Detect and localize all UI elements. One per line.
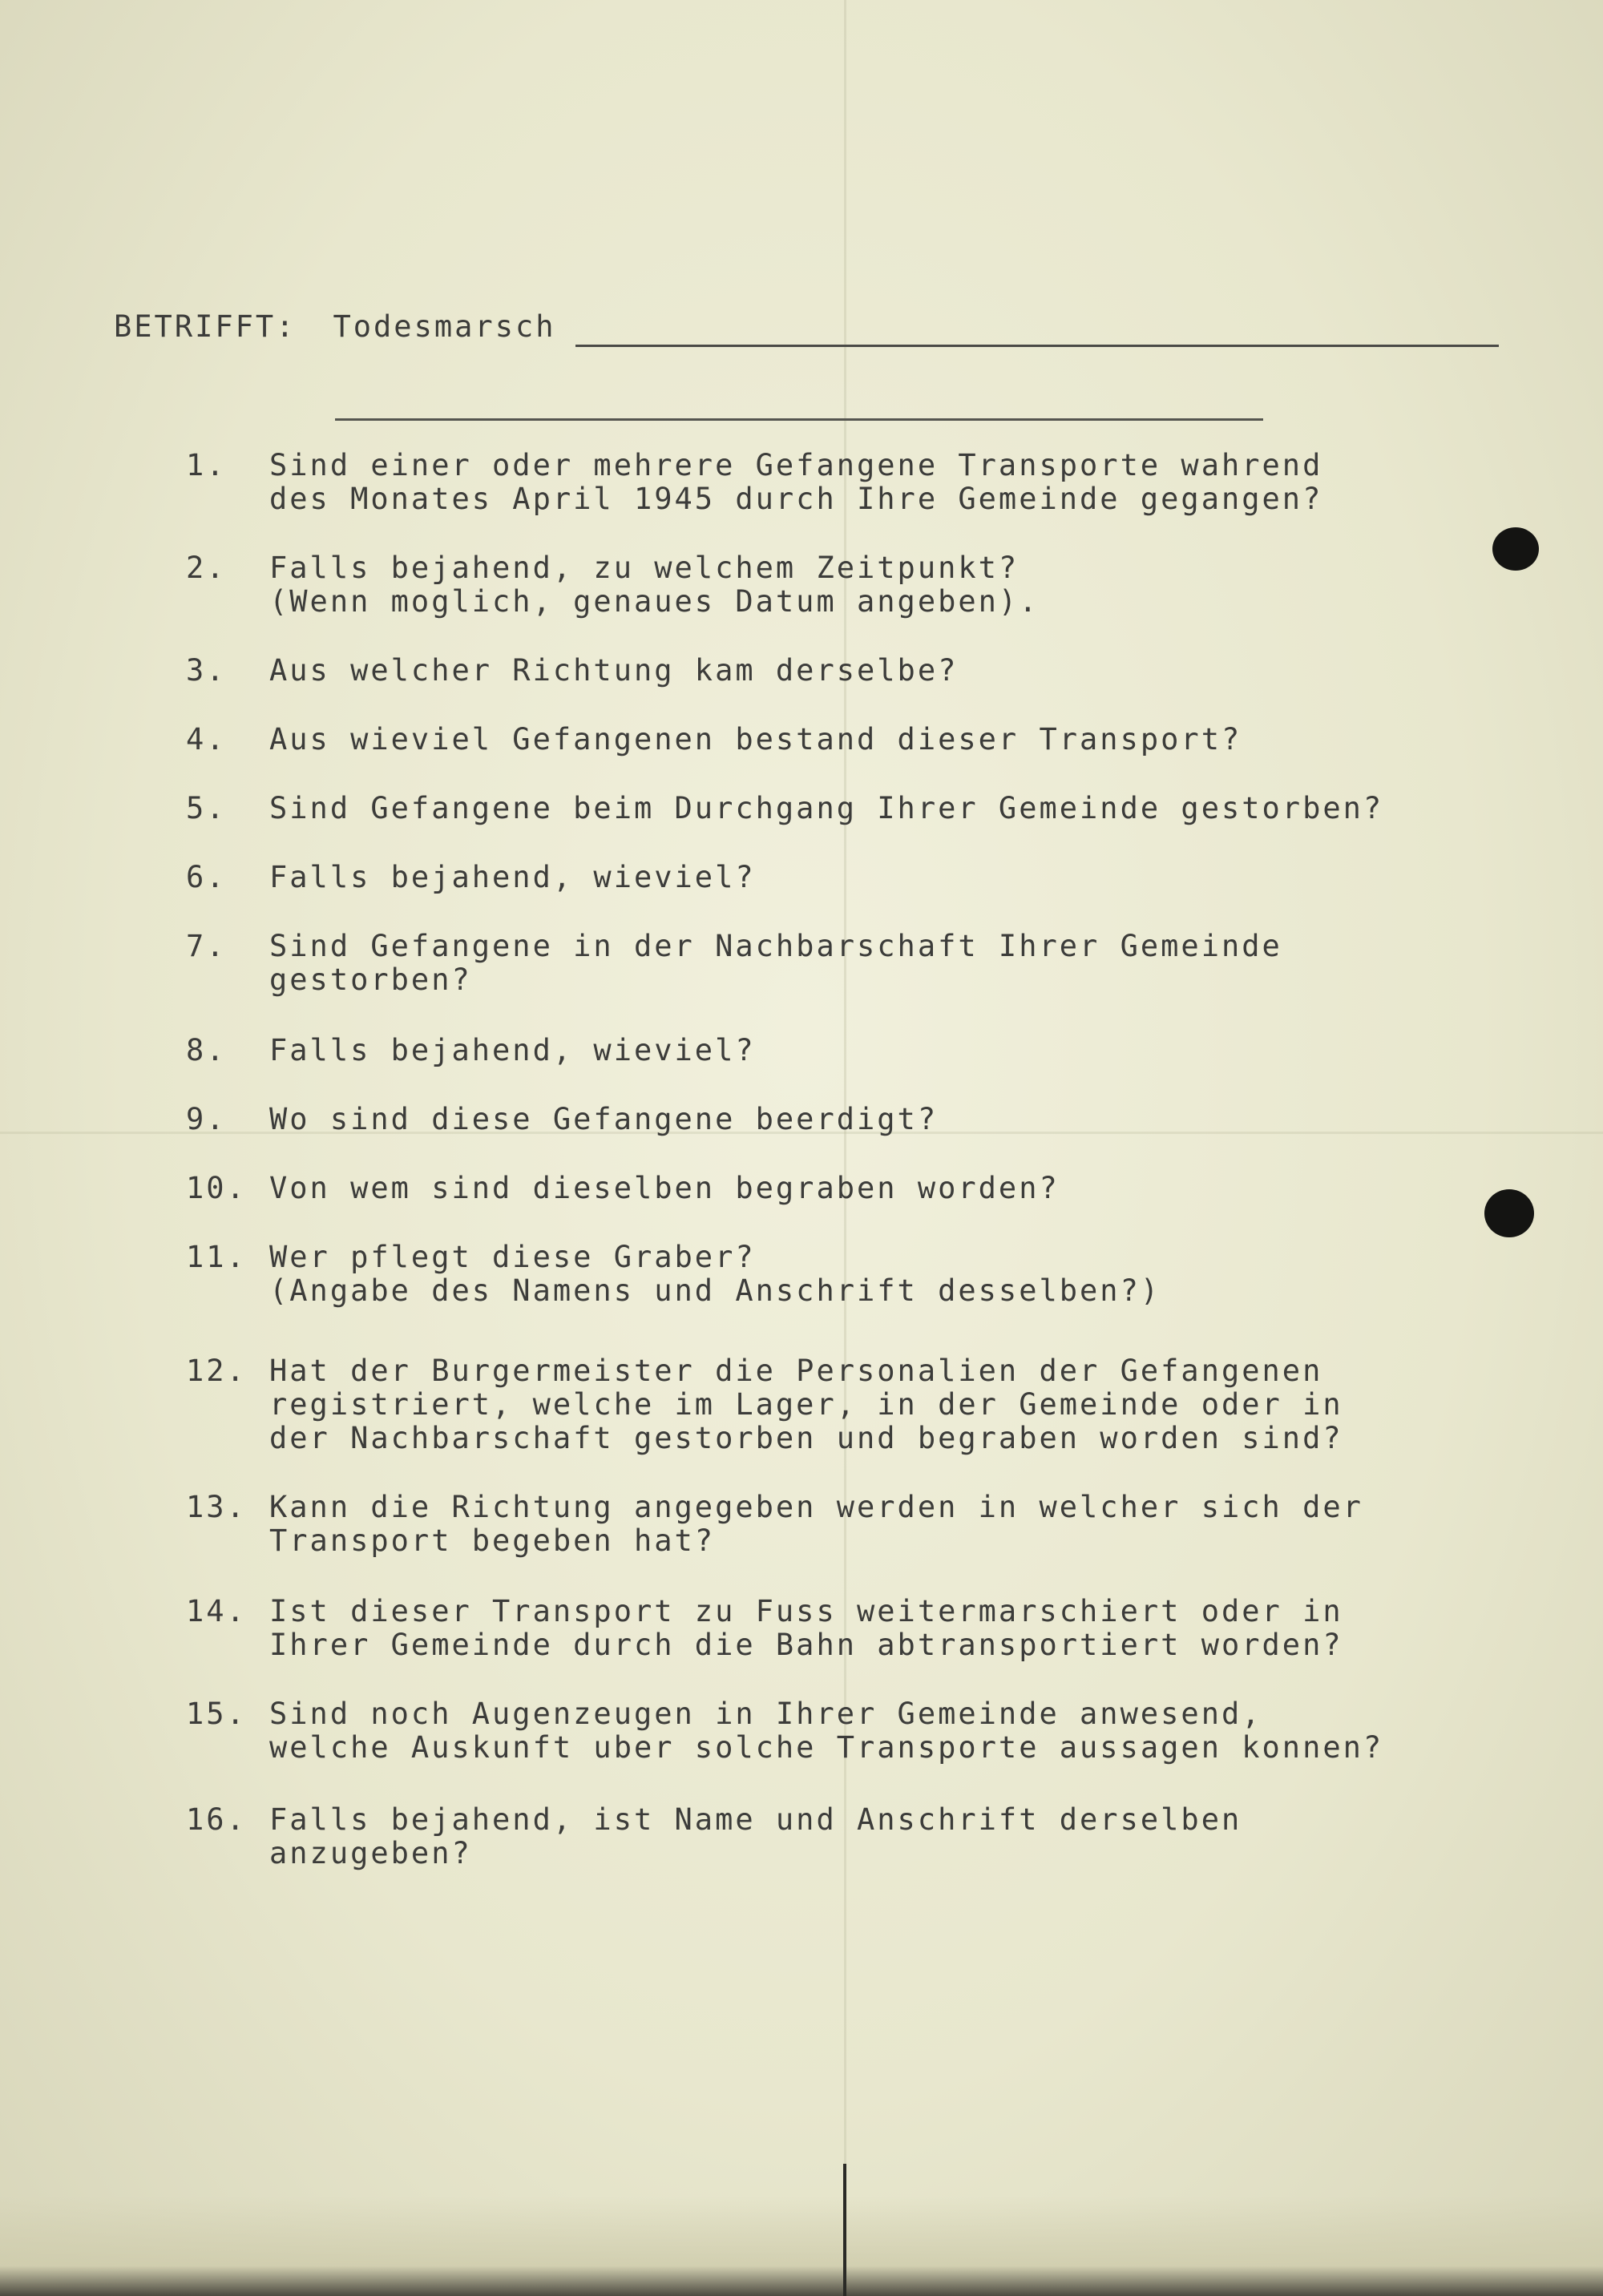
question-text: Aus welcher Richtung kam derselbe? [269,653,959,688]
question-6 [186,861,756,894]
question-14 [186,1595,1343,1662]
heading-subject: Todesmarsch [333,309,556,344]
question-number: 9. [186,1102,227,1136]
question-number: 5. [186,791,227,825]
question-13 [186,1491,1363,1558]
question-text: Hat der Burgermeister die Personalien der Gefangenen registriert, welche im Lager, in der Gemeinde oder in der Nachbarschaft gestorben und begraben worden sind? [269,1354,1343,1455]
question-text: Falls bejahend, wieviel? [269,1033,756,1067]
question-text: Falls bejahend, zu welchem Zeitpunkt? (Wenn moglich, genaues Datum angeben). [269,551,1040,619]
question-3 [186,654,958,688]
question-number: 8. [186,1033,227,1067]
question-text: Sind einer oder mehrere Gefangene Transporte wahrend des Monates April 1945 durch Ihre Gemeinde gegangen? [269,448,1323,516]
question-10 [186,1172,1060,1205]
question-number: 13. [186,1490,247,1524]
question-number: 16. [186,1802,247,1837]
question-text: Falls bejahend, ist Name und Anschrift derselben anzugeben? [269,1802,1242,1870]
question-4 [186,723,1242,757]
question-1 [186,449,1322,516]
question-text: Sind Gefangene in der Nachbarschaft Ihrer Gemeinde gestorben? [269,929,1282,997]
question-number: 6. [186,860,227,894]
question-text: Aus wieviel Gefangenen bestand dieser Transport? [269,722,1242,757]
question-15 [186,1697,1383,1765]
question-number: 7. [186,929,227,963]
question-number: 14. [186,1594,247,1628]
question-text: Wer pflegt diese Graber? (Angabe des Namens und Anschrift desselben?) [269,1240,1161,1308]
subject-underline [575,345,1499,347]
punch-hole-icon [1484,1189,1534,1237]
question-9 [186,1103,938,1136]
question-number: 1. [186,448,227,482]
question-number: 3. [186,653,227,688]
document-heading [114,309,556,344]
question-text: Falls bejahend, wieviel? [269,860,756,894]
punch-hole-icon [1492,527,1539,571]
question-text: Wo sind diese Gefangene beerdigt? [269,1102,939,1136]
question-text: Von wem sind dieselben begraben worden? [269,1171,1060,1205]
bottom-tear [843,2164,846,2296]
question-number: 11. [186,1240,247,1274]
question-number: 15. [186,1697,247,1731]
question-2 [186,551,1039,619]
question-7 [186,930,1282,997]
worn-bottom-edge [0,2196,1603,2296]
question-11 [186,1241,1161,1308]
question-number: 2. [186,551,227,585]
question-text: Sind Gefangene beim Durchgang Ihrer Gemeinde gestorben? [269,791,1384,825]
question-5 [186,792,1383,825]
question-number: 4. [186,722,227,757]
question-text: Sind noch Augenzeugen in Ihrer Gemeinde anwesend, welche Auskunft uber solche Transporte aussagen konnen? [269,1697,1384,1765]
question-number: 12. [186,1354,247,1388]
separator-rule [335,418,1263,421]
question-text: Ist dieser Transport zu Fuss weitermarschiert oder in Ihrer Gemeinde durch die Bahn abtransportiert worden? [269,1594,1343,1662]
question-12 [186,1354,1343,1455]
heading-label: BETRIFFT: [114,309,297,344]
question-text: Kann die Richtung angegeben werden in welcher sich der Transport begeben hat? [269,1490,1363,1558]
question-16 [186,1803,1242,1870]
question-number: 10. [186,1171,247,1205]
question-8 [186,1034,756,1067]
